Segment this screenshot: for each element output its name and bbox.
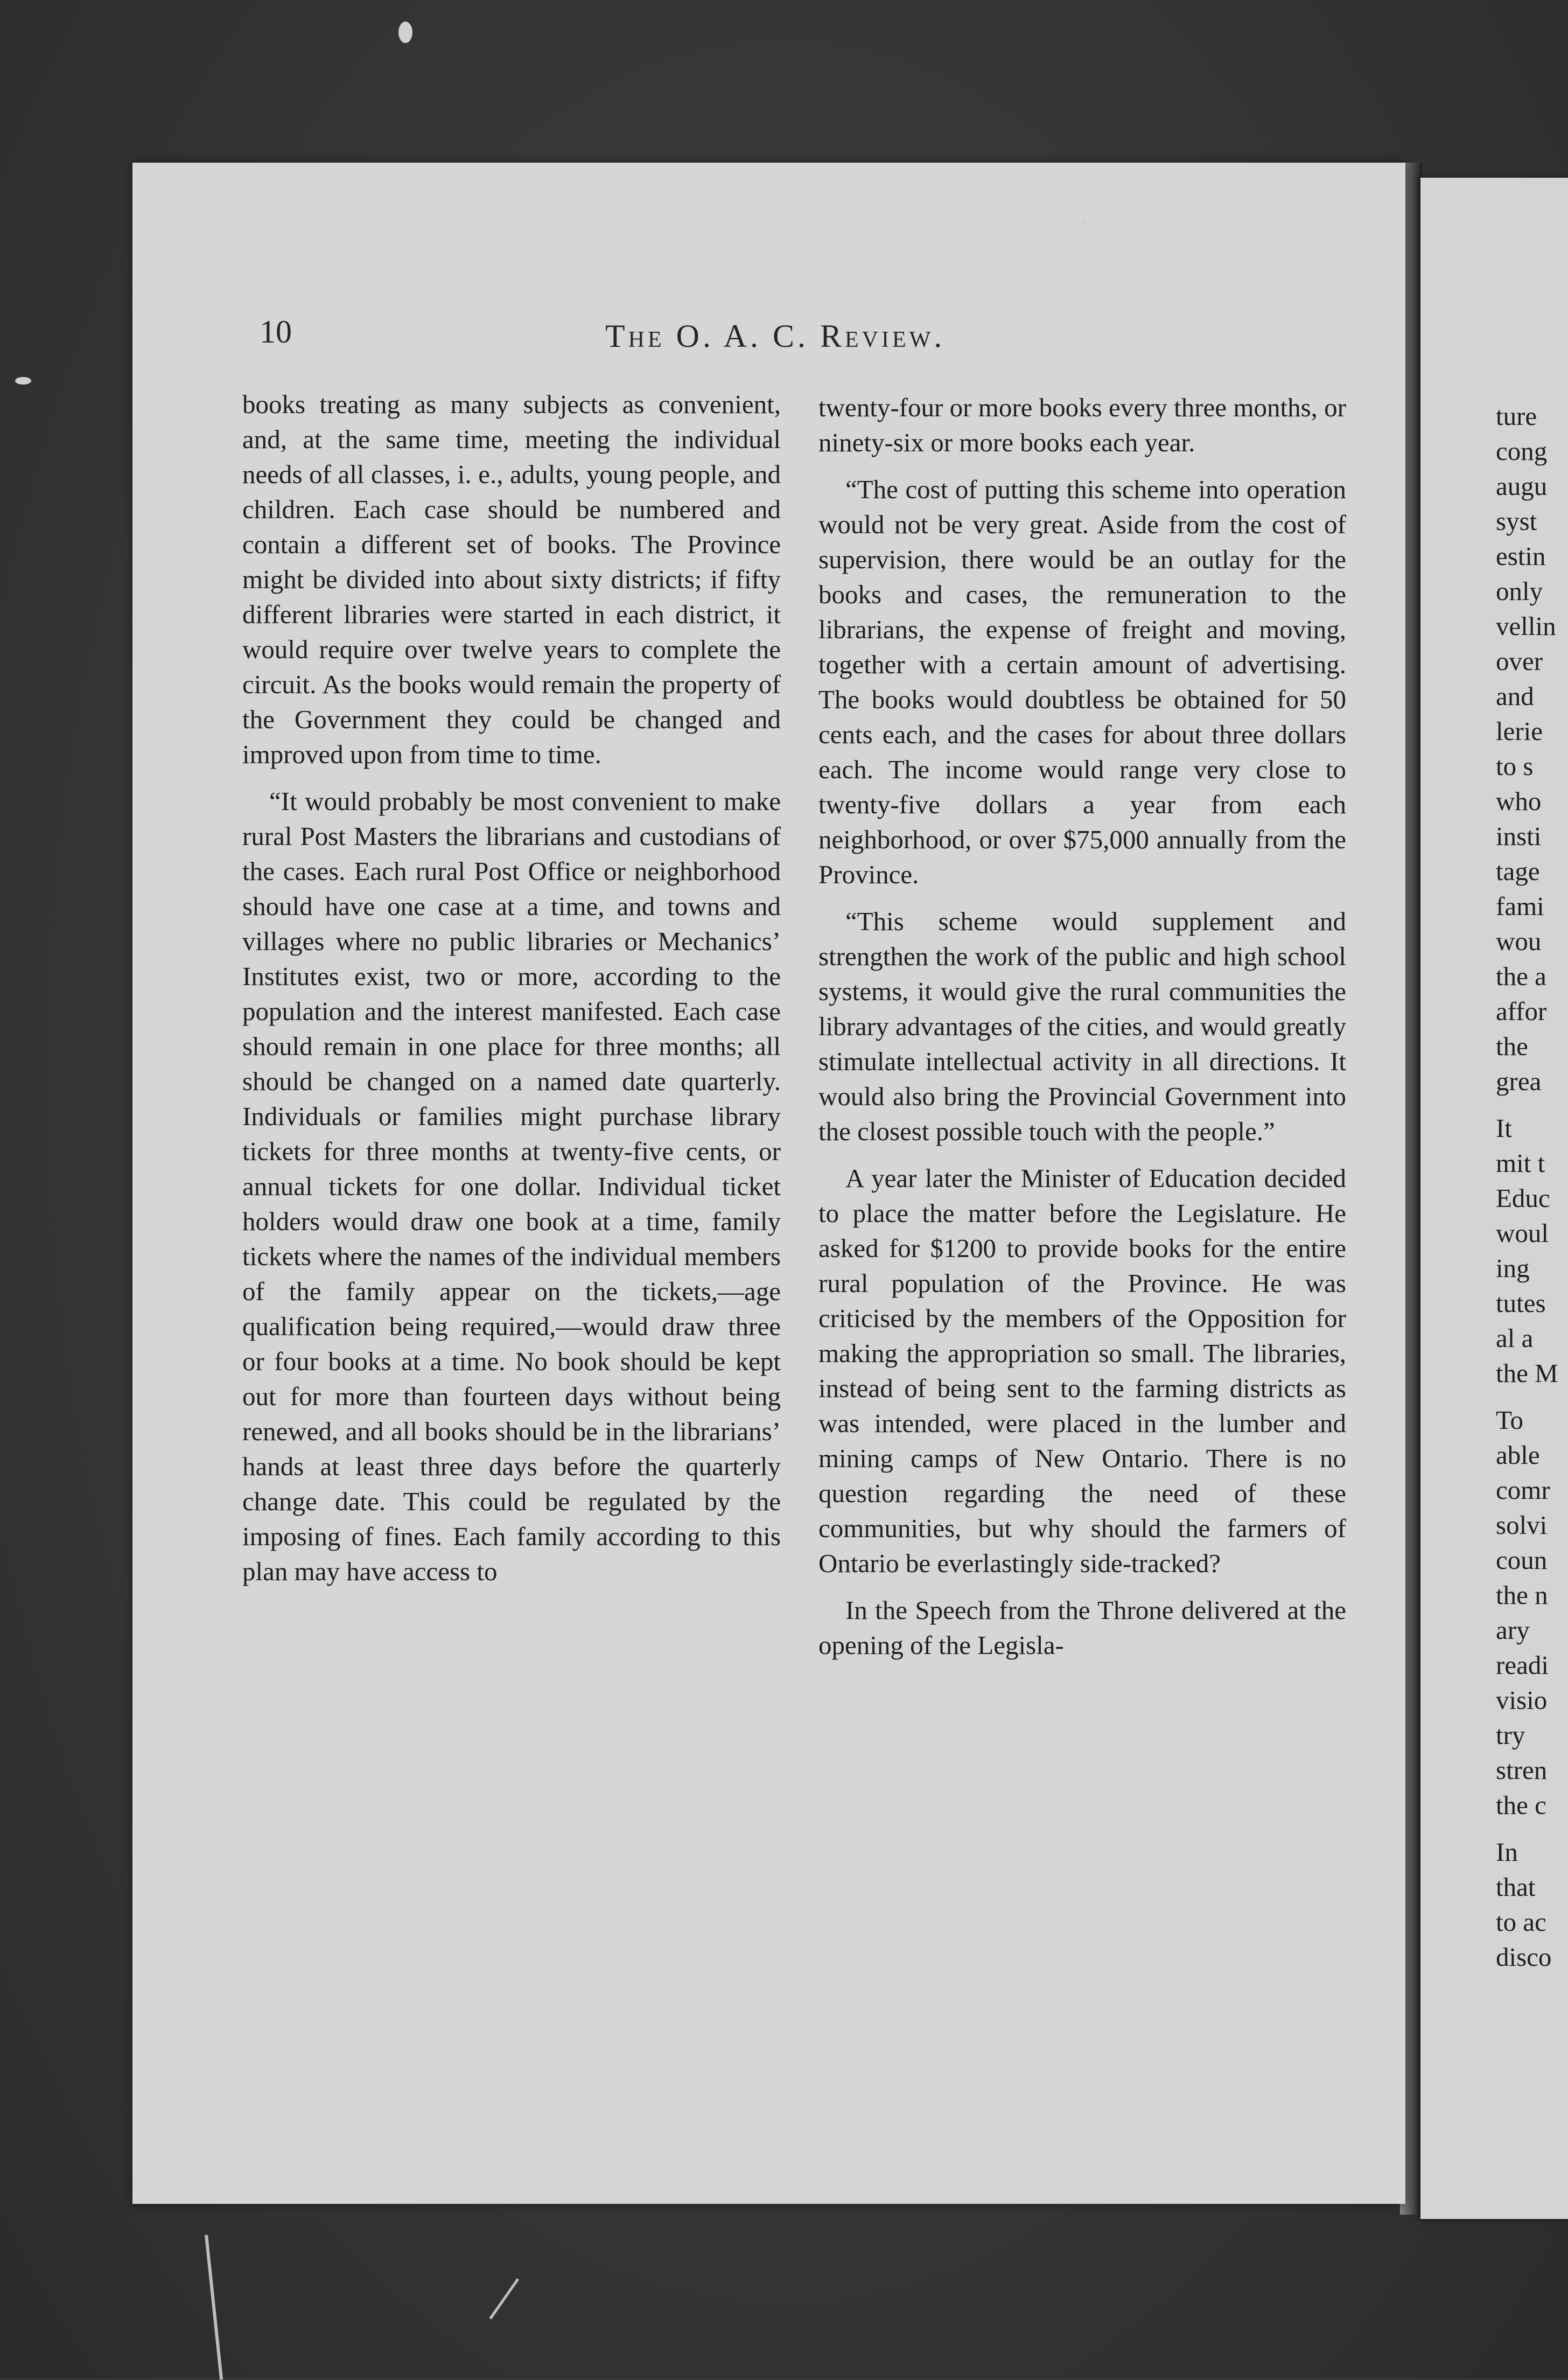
fragment-line: syst bbox=[1496, 506, 1537, 536]
paragraph: twenty-four or more books every three months, or ninety-six or more books each year. bbox=[818, 393, 1346, 457]
fragment-line: to s bbox=[1496, 751, 1534, 781]
fragment-line: It bbox=[1496, 1113, 1512, 1143]
fragment-line: visio bbox=[1496, 1685, 1548, 1715]
fragment-line: over bbox=[1496, 646, 1543, 676]
fragment-line: affor bbox=[1496, 996, 1547, 1026]
fragment-line: al a bbox=[1496, 1323, 1534, 1353]
fragment-line: readi bbox=[1496, 1650, 1549, 1680]
paragraph: books treating as many subjects as convenient, and, at the same time, meeting the individual needs of all classes, i. e., adults, young people, and children. Each case should be numbered and contain a different set of books. The Province might be divided into about sixty districts; if fifty different libraries were started in each district, it would require over twelve years to complete the circuit. As the books would remain the property of the Government they could be changed and improved upon from time to time. bbox=[242, 389, 781, 769]
fragment-line: and bbox=[1496, 681, 1534, 711]
fragment-line bbox=[1496, 1823, 1568, 1834]
fragment-line: to ac bbox=[1496, 1907, 1546, 1937]
paragraph: In the Speech from the Throne delivered at the opening of the Legisla- bbox=[818, 1595, 1346, 1660]
running-title: The O. A. C. Review. bbox=[605, 318, 946, 354]
fragment-line: wou bbox=[1496, 926, 1542, 956]
scan-speck bbox=[15, 377, 31, 385]
fragment-line bbox=[1496, 1391, 1568, 1402]
fragment-line bbox=[1496, 1099, 1568, 1111]
left-text-column bbox=[242, 387, 781, 1589]
fragment-line: disco bbox=[1496, 1942, 1552, 1972]
fragment-line: the n bbox=[1496, 1580, 1548, 1610]
fragment-line: mit t bbox=[1496, 1148, 1545, 1178]
fragment-line: who bbox=[1496, 786, 1542, 816]
paragraph: “This scheme would supplement and strengthen the work of the public and high school systems, it would give the rural communities the library advantages of the cities, and would greatly stimulate intellectual activity in all directions. It would also bring the Provincial Government into the closest possible touch with the people.” bbox=[818, 906, 1346, 1146]
fragment-line: insti bbox=[1496, 821, 1542, 851]
fragment-line: the c bbox=[1496, 1790, 1546, 1820]
fragment-line: tage bbox=[1496, 856, 1540, 886]
fragment-line: ary bbox=[1496, 1615, 1530, 1645]
fragment-line: coun bbox=[1496, 1545, 1548, 1575]
fragment-line: able bbox=[1496, 1440, 1540, 1470]
fragment-line: To bbox=[1496, 1405, 1524, 1435]
scan-speck bbox=[1082, 220, 1088, 225]
fragment-line: the M bbox=[1496, 1358, 1558, 1388]
fragment-line: stren bbox=[1496, 1755, 1548, 1785]
next-page-text-fragment bbox=[1496, 399, 1568, 1974]
fragment-line: lerie bbox=[1496, 716, 1543, 746]
fragment-line: comr bbox=[1496, 1475, 1550, 1505]
fragment-line: fami bbox=[1496, 891, 1544, 921]
fragment-line: solvi bbox=[1496, 1510, 1548, 1540]
fragment-line: grea bbox=[1496, 1066, 1542, 1096]
fragment-line: ture bbox=[1496, 401, 1537, 431]
fragment-line: estin bbox=[1496, 541, 1546, 571]
fragment-line: ing bbox=[1496, 1253, 1530, 1283]
fragment-line: only bbox=[1496, 576, 1543, 606]
fragment-line: woul bbox=[1496, 1218, 1549, 1248]
fragment-line: tutes bbox=[1496, 1288, 1546, 1318]
paragraph: “The cost of putting this scheme into operation would not be very great. Aside from the cost of supervision, there would be an outlay for the books and cases, the remuneration to the librarians, the expense of freight and moving, together with a certain amount of advertising. The books would doubtless be obtained for 50 cents each, and the cases for about three dollars each. The income would range very close to twenty-five dollars a year from each neighborhood, or over $75,000 annually from the Province. bbox=[818, 474, 1346, 889]
right-text-column bbox=[818, 390, 1346, 1663]
fragment-line: the bbox=[1496, 1031, 1528, 1061]
fragment-line: the a bbox=[1496, 961, 1546, 991]
fragment-line: augu bbox=[1496, 471, 1548, 501]
fragment-line: try bbox=[1496, 1720, 1525, 1750]
page-number: 10 bbox=[260, 314, 292, 350]
paragraph: A year later the Minister of Education decided to place the matter before the Legislature. He asked for $1200 to provide books for the entire rural population of the Province. He was criticised by the members of the Opposition for making the appropriation so small. The libraries, instead of being sent to the farming districts as was intended, were placed in the lumber and mining camps of New Ontario. There is no question regarding the need of these communities, but why should the farmers of Ontario be everlastingly side-tracked? bbox=[818, 1163, 1346, 1578]
fragment-line: Educ bbox=[1496, 1183, 1550, 1213]
fragment-line: vellin bbox=[1496, 611, 1556, 641]
fragment-line: cong bbox=[1496, 436, 1548, 466]
paragraph: “It would probably be most convenient to make rural Post Masters the librarians and custodians of the cases. Each rural Post Office or neighborhood should have one case at a time, and towns and villages where no public libraries or Mechanics’ Institutes exist, two or more, according to the population and the interest manifested. Each case should remain in one place for three months; all should be changed on a named date quarterly. Individuals or families might purchase library tickets for three months at twenty-five cents, or annual tickets for one dollar. Individual ticket holders would draw one book at a time, family tickets where the names of the individual members of the family appear on the tickets,—age qualification being required,—would draw three or four books at a time. No book should be kept out for more than fourteen days without being renewed, and all books should be in the librarians’ hands at least three days before the quarterly change date. This could be regulated by the imposing of fines. Each family according to this plan may have access to bbox=[242, 786, 781, 1586]
fragment-line: that bbox=[1496, 1872, 1536, 1902]
scan-speck bbox=[398, 22, 412, 43]
fragment-line: In bbox=[1496, 1837, 1518, 1867]
